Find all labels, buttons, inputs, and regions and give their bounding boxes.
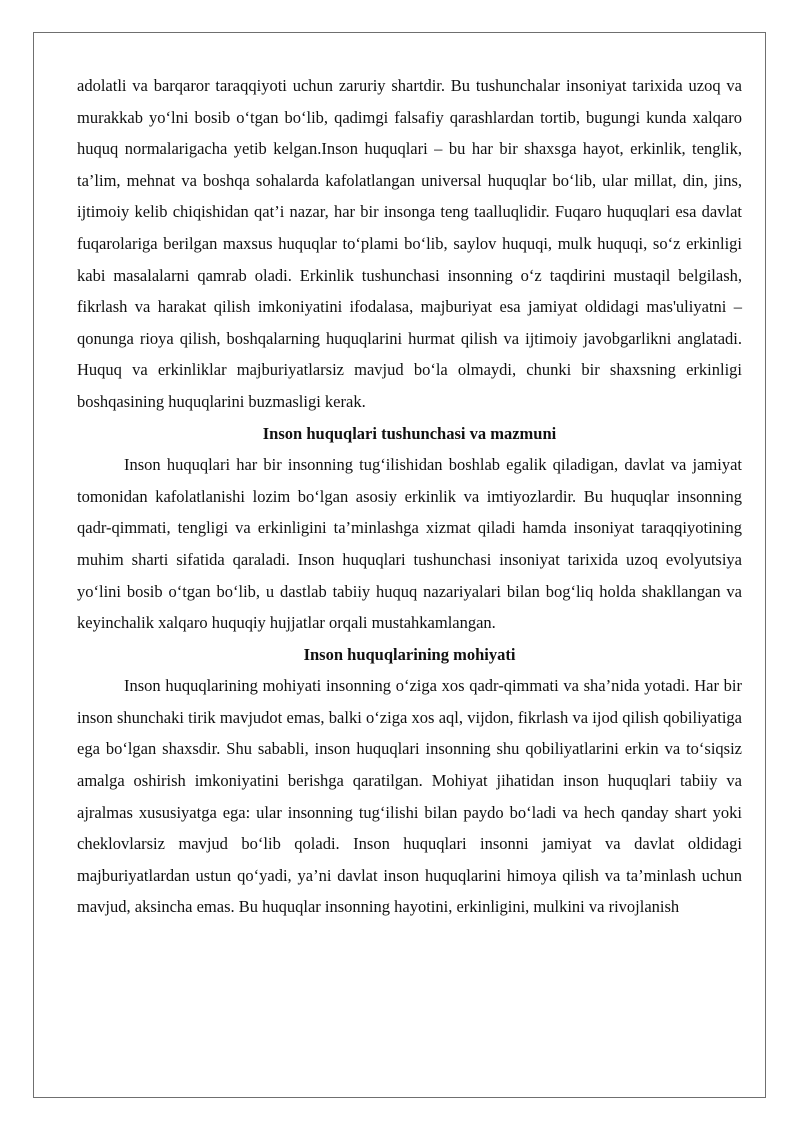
paragraph-concept: Inson huquqlari har bir insonning tug‘ilishidan boshlab egalik qiladigan, davlat va jamiyat tomonidan kafolatlanishi lozim bo‘lgan asosiy erkinlik va imtiyozlardir. Bu huquqlar insonning qadr-qimmati, tengligi va erkinligini ta’minlashga xizmat qiladi hamda insoniyat taraqqiyotining muhim sharti sifatida qaraladi. Inson huquqlari tushunchasi insoniyat tarixida uzoq evolyutsiya yo‘lini bosib o‘tgan bo‘lib, u dastlab tabiiy huquq nazariyalari bilan bog‘liq holda shakllangan va keyinchalik xalqaro huquqiy hujjatlar orqali mustahkamlangan. xyxy=(77,455,742,633)
paragraph-essence: Inson huquqlarining mohiyati insonning o‘ziga xos qadr-qimmati va sha’nida yotadi. Har bir inson shunchaki tirik mavjudot emas, balki o‘ziga xos aql, vijdon, fikrlash va ijod qilish qobiliyatiga ega bo‘lgan shaxsdir. Shu sababli, inson huquqlari insonning shu qobiliyatlarini erkin va to‘siqsiz amalga oshirish imkoniyatini berishga qaratilgan. Mohiyat jihatidan inson huquqlari tabiiy va ajralmas xususiyatga ega: ular insonning tug‘ilishi bilan paydo bo‘ladi va hech qanday shart yoki cheklovlarsiz mavjud bo‘lib qoladi. Inson huquqlari insonni jamiyat va davlat oldidagi majburiyatlardan ustun qo‘yadi, ya’ni davlat inson huquqlarini himoya qilish va ta’minlash uchun mavjud, aksincha emas. Bu huquqlar insonning hayotini, erkinligini, mulkini va rivojlanish xyxy=(77,676,742,917)
paragraph-continuation: adolatli va barqaror taraqqiyoti uchun zaruriy shartdir. Bu tushunchalar insoniyat tarixida uzoq va murakkab yo‘lni bosib o‘tgan bo‘lib, qadimgi falsafiy qarashlardan tortib, bugungi kunda xalqaro huquq normalarigacha yetib kelgan.Inson huquqlari – bu har bir shaxsga hayot, erkinlik, tenglik, ta’lim, mehnat va boshqa sohalarda kafolatlangan universal huquqlar bo‘lib, ular millat, din, jins, ijtimoiy kelib chiqishidan qat’i nazar, har bir insonga teng taalluqlidir. Fuqaro huquqlari esa davlat fuqarolariga berilgan maxsus huquqlar to‘plami bo‘lib, saylov huquqi, mulk huquqi, so‘z erkinligi kabi masalalarni qamrab oladi. Erkinlik tushunchasi insonning o‘z taqdirini mustaqil belgilash, fikrlash va harakat qilish imkoniyatini ifodalasa, majburiyat esa jamiyat oldidagi mas'uliyatni – qonunga rioya qilish, boshqalarning huquqlarini hurmat qilish va ijtimoiy javobgarlikni anglatadi. Huquq va erkinliklar majburiyatlarsiz mavjud bo‘la olmaydi, chunki bir shaxsning erkinligi boshqasining huquqlarini buzmasligi kerak. xyxy=(77,76,742,411)
document-body xyxy=(77,70,742,923)
section-heading-essence: Inson huquqlarining mohiyati xyxy=(303,644,516,664)
section-heading-concept: Inson huquqlari tushunchasi va mazmuni xyxy=(262,423,557,443)
